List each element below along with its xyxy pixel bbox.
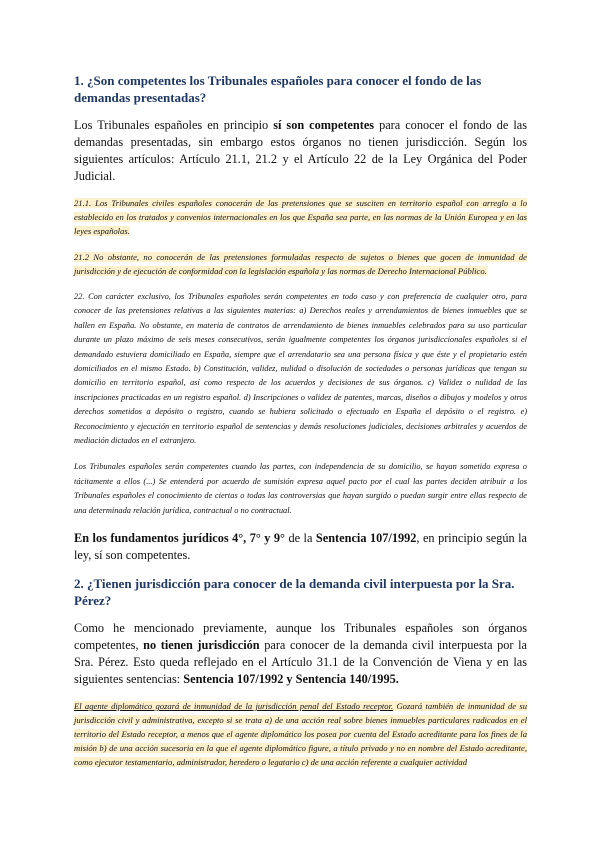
bold-text: En los fundamentos jurídicos 4°, 7° y 9° xyxy=(74,531,285,546)
heading-question-2: 2. ¿Tienen jurisdicción para conocer de la demanda civil interpuesta por la Sra. Pérez? xyxy=(74,576,515,609)
paragraph-text: , en principio según la ley, sí son competentes. xyxy=(74,531,527,563)
bold-text: Sentencia 107/1992 y Sentencia 140/1995. xyxy=(183,672,399,687)
highlighted-text: 21.2 No obstante, no conocerán de las pretensiones formuladas respecto de sujetos o bienes que gocen de inmunidad de jurisdicción y de ejecución de conformidad con la legislación española y las normas de Derecho Internacional Público. xyxy=(74,252,527,276)
quote-vienna-article-31 xyxy=(74,699,527,769)
paragraph-jurisdiction xyxy=(74,620,527,688)
quote-submission-agreement: Los Tribunales españoles serán competentes cuando las partes, con independencia de su domicilio, se hayan sometido expresa o tácitamente a ellos (...) Se entenderá por acuerdo de sumisión expresa aquel pacto por el cual las partes deciden atribuir a los Tribunales españoles el conocimiento de ciertas o todas las controversias que hayan surgido o puedan surgir entre ellas respecto de una determinada relación jurídica, contractual o no contractual. xyxy=(74,462,527,515)
bold-text: no tienen jurisdicción xyxy=(143,638,260,653)
document-content xyxy=(74,72,527,781)
heading-question-1: 1. ¿Son competentes los Tribunales españoles para conocer el fondo de las demandas presentadas? xyxy=(74,73,482,105)
paragraph-text: de la xyxy=(284,531,316,546)
paragraph-text: para conocer de la demanda civil interpuesta por la Sra. Pérez. Esto queda reflejado en el Artículo 31.1 de la Convención de Viena y en las siguientes sentencias: xyxy=(74,638,527,687)
quote-text: Gozará también de inmunidad de su jurisdicción civil y administrativa, excepto si se trata a) de una acción real sobre bienes inmuebles particulares radicados en el territorio del Estado receptor, a menos que el agente diplomático los posea por cuenta del Estado acreditante para los fines de la misión b) de una acción sucesoria en la que el agente diplomático figure, a título privado y no en nombre del Estado acreditante, como ejecutor testamentario, administrador, heredero o legatario c) de una acción referente a cualquier actividad xyxy=(74,701,527,768)
paragraph-text: Los Tribunales españoles en principio xyxy=(74,118,274,132)
underlined-text: El agente diplomático gozará de inmunidad de la jurisdicción penal del Estado receptor. xyxy=(74,701,394,712)
bold-text: sí son competentes xyxy=(273,118,375,132)
paragraph-competence xyxy=(74,117,527,185)
highlighted-text xyxy=(74,701,527,767)
quote-article-21-1 xyxy=(74,196,527,238)
bold-text: Sentencia 107/1992 xyxy=(315,531,417,546)
paragraph-legal-grounds xyxy=(74,530,527,564)
paragraph-text: para conocer el fondo de las demandas presentadas, sin embargo estos órganos no tienen jurisdicción. Según los siguientes artículos: Artículo 21.1, 21.2 y el Artículo 22 de la Ley Orgánica del Poder Judicial. xyxy=(74,118,527,183)
highlighted-text: 21.1. Los Tribunales civiles españoles conocerán de las pretensiones que se susciten en territorio español con arreglo a lo establecido en los tratados y convenios internacionales en los que España sea parte, en las normas de la Unión Europea y en las leyes españolas. xyxy=(74,198,527,236)
paragraph-text: Como he mencionado previamente, aunque los Tribunales españoles son órganos competentes, xyxy=(74,621,527,653)
quote-article-21-2 xyxy=(74,250,527,278)
quote-article-22: 22. Con carácter exclusivo, los Tribunales españoles serán competentes en todo caso y con preferencia de cualquier otro, para conocer de las pretensiones relativas a las siguientes materias: a) Derechos reales y arrendamientos de bienes inmuebles que se hallen en España. No obstante, en materia de contratos de arrendamiento de bienes inmuebles celebrados para su uso particular durante un plazo máximo de seis meses consecutivos, serán igualmente competentes los órganos jurisdiccionales españoles si el demandado estuviera domiciliado en España, siempre que el arrendatario sea una persona física y que éste y el propietario estén domiciliados en el mismo Estado. b) Constitución, validez, nulidad o disolución de sociedades o personas jurídicas que tengan su domicilio en territorio español, así como respecto de los acuerdos y decisiones de sus órganos. c) Validez o nulidad de las inscripciones practicadas en un registro español. d) Inscripciones o validez de patentes, marcas, diseños o dibujos y modelos y otros derechos sometidos a depósito o registro, cuando se hubiera solicitado o efectuado en España el depósito o el registro. e) Reconocimiento y ejecución en territorio español de sentencias y demás resoluciones judiciales, decisiones arbitrales y acuerdos de mediación dictados en el extranjero. xyxy=(74,292,527,446)
